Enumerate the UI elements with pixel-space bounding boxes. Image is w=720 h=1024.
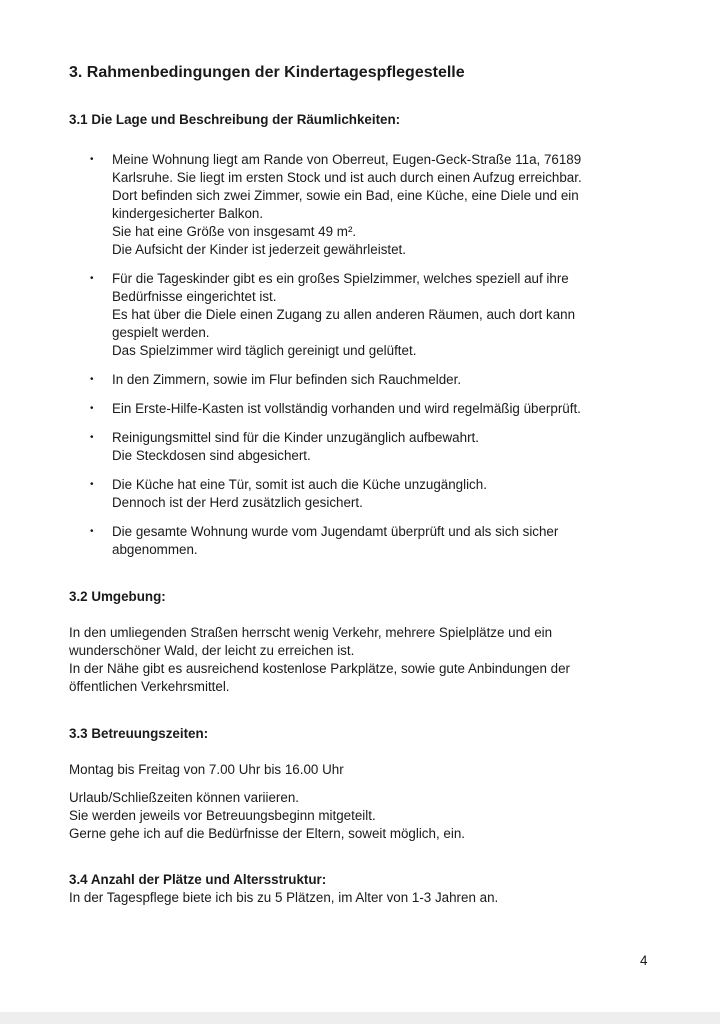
list-item: [69, 429, 669, 465]
list-item-line: Es hat über die Diele einen Zugang zu allen anderen Räumen, auch dort kann: [112, 307, 576, 322]
page-bottom-edge: [0, 1012, 720, 1024]
list-item-line: In den Zimmern, sowie im Flur befinden sich Rauchmelder.: [112, 372, 462, 387]
bullet-icon: •: [90, 526, 94, 537]
list-item-line: kindergesicherter Balkon.: [112, 206, 264, 221]
list-item-line: Sie hat eine Größe von insgesamt 49 m².: [112, 224, 357, 239]
paragraph-line: Gerne gehe ich auf die Bedürfnisse der Eltern, soweit möglich, ein.: [69, 826, 465, 841]
list-item-line: Die Küche hat eine Tür, somit ist auch die Küche unzugänglich.: [112, 477, 487, 492]
chapter-heading: 3. Rahmenbedingungen der Kindertagespflegestelle: [69, 64, 465, 81]
list-item-line: gespielt werden.: [112, 325, 210, 340]
list-item-line: Ein Erste-Hilfe-Kasten ist vollständig vorhanden und wird regelmäßig überprüft.: [112, 401, 581, 416]
paragraph-line: wunderschöner Wald, der leicht zu erreichen ist.: [69, 643, 355, 658]
section-3-3-heading: 3.3 Betreuungszeiten:: [69, 726, 209, 741]
list-item-line: Die Aufsicht der Kinder ist jederzeit gewährleistet.: [112, 242, 406, 257]
bullet-icon: •: [90, 374, 94, 385]
list-item-line: Die Steckdosen sind abgesichert.: [112, 448, 311, 463]
list-item: [69, 523, 669, 559]
paragraph-line: In der Nähe gibt es ausreichend kostenlose Parkplätze, sowie gute Anbindungen der: [69, 661, 570, 676]
bullet-icon: •: [90, 403, 94, 414]
document-content: [69, 62, 669, 907]
list-item: [69, 400, 669, 418]
section-3-1-heading: 3.1 Die Lage und Beschreibung der Räumlichkeiten:: [69, 112, 401, 127]
list-item: [69, 151, 669, 259]
list-item-line: abgenommen.: [112, 542, 198, 557]
list-item-line: Karlsruhe. Sie liegt im ersten Stock und ist auch durch einen Aufzug erreichbar.: [112, 170, 582, 185]
list-item-line: Dennoch ist der Herd zusätzlich gesichert.: [112, 495, 363, 510]
list-item: [69, 270, 669, 360]
list-item-line: Dort befinden sich zwei Zimmer, sowie ein Bad, eine Küche, eine Diele und ein: [112, 188, 579, 203]
list-item-line: Für die Tageskinder gibt es ein großes Spielzimmer, welches speziell auf ihre: [112, 271, 569, 286]
paragraph-line: öffentlichen Verkehrsmittel.: [69, 679, 230, 694]
list-item-line: Meine Wohnung liegt am Rande von Oberreut, Eugen-Geck-Straße 11a, 76189: [112, 152, 582, 167]
paragraph-line: In den umliegenden Straßen herrscht wenig Verkehr, mehrere Spielplätze und ein: [69, 625, 553, 640]
section-3-2-heading: 3.2 Umgebung:: [69, 589, 166, 604]
paragraph-line: Sie werden jeweils vor Betreuungsbeginn mitgeteilt.: [69, 808, 376, 823]
list-item-line: Reinigungsmittel sind für die Kinder unzugänglich aufbewahrt.: [112, 430, 479, 445]
closing-times-paragraph: [69, 789, 669, 843]
bullet-icon: •: [90, 154, 94, 165]
bullet-icon: •: [90, 432, 94, 443]
list-item-line: Das Spielzimmer wird täglich gereinigt und gelüftet.: [112, 343, 417, 358]
section-3-4-heading: 3.4 Anzahl der Plätze und Altersstruktur:: [69, 872, 327, 887]
paragraph-line: Urlaub/Schließzeiten können variieren.: [69, 790, 299, 805]
page-number: 4: [640, 953, 648, 968]
bullet-icon: •: [90, 273, 94, 284]
list-item-line: Die gesamte Wohnung wurde vom Jugendamt überprüft und als sich sicher: [112, 524, 559, 539]
list-item: [69, 476, 669, 512]
list-item: [69, 371, 669, 389]
places-age-text: In der Tagespflege biete ich bis zu 5 Plätzen, im Alter von 1-3 Jahren an.: [69, 890, 499, 905]
surroundings-paragraph: [69, 624, 669, 696]
list-item-line: Bedürfnisse eingerichtet ist.: [112, 289, 277, 304]
opening-hours-text: Montag bis Freitag von 7.00 Uhr bis 16.00 Uhr: [69, 762, 344, 777]
bullet-icon: •: [90, 479, 94, 490]
room-description-list: [69, 151, 669, 559]
